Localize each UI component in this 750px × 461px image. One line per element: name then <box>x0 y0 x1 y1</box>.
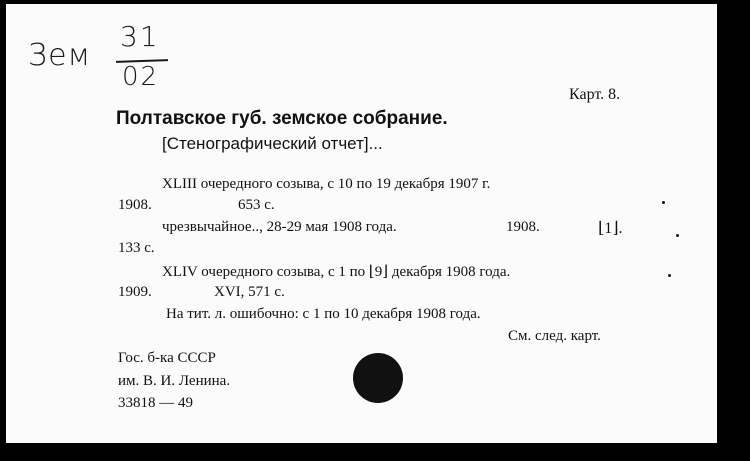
entry-line-1: XLIII очередного созыва, с 10 по 19 декабря 1907 г. <box>162 176 491 192</box>
entry-line-5: XLIV очередного созыва, с 1 по ⌊9⌋ декабря 1908 года. <box>162 264 511 280</box>
entry-line-3-bracket: ⌊1⌋. <box>598 220 623 237</box>
entry-line-3-year: 1908. <box>506 219 540 235</box>
entry-line-2-year: 1908. <box>118 197 152 213</box>
card-number: Карт. 8. <box>569 86 621 103</box>
entry-line-6-year: 1909. <box>118 284 152 300</box>
card-title: Полтавское губ. земское собрание. <box>116 108 448 129</box>
see-next-card: См. след. карт. <box>508 328 601 344</box>
entry-line-7: На тит. л. ошибочно: с 1 по 10 декабря 1908 года. <box>166 306 481 322</box>
library-line-3: 33818 — 49 <box>118 395 193 411</box>
handwritten-numerator: 31 <box>120 20 160 53</box>
library-line-1: Гос. б-ка СССР <box>118 350 216 366</box>
speck-1 <box>662 201 665 204</box>
entry-line-6-pages: XVI, 571 с. <box>214 284 285 300</box>
punch-hole <box>353 353 403 403</box>
card-subtitle: [Стенографический отчет]... <box>162 134 383 153</box>
entry-line-3-text: чрезвычайное.., 28-29 мая 1908 года. <box>162 219 397 235</box>
catalog-card <box>6 4 717 443</box>
entry-line-4: 133 с. <box>118 240 155 256</box>
handwritten-denominator: 02 <box>122 62 160 92</box>
speck-2 <box>676 234 679 237</box>
speck-3 <box>668 274 671 277</box>
library-line-2: им. В. И. Ленина. <box>118 373 231 389</box>
handwritten-prefix: Зем <box>28 38 92 73</box>
entry-line-2-pages: 653 с. <box>238 197 275 213</box>
